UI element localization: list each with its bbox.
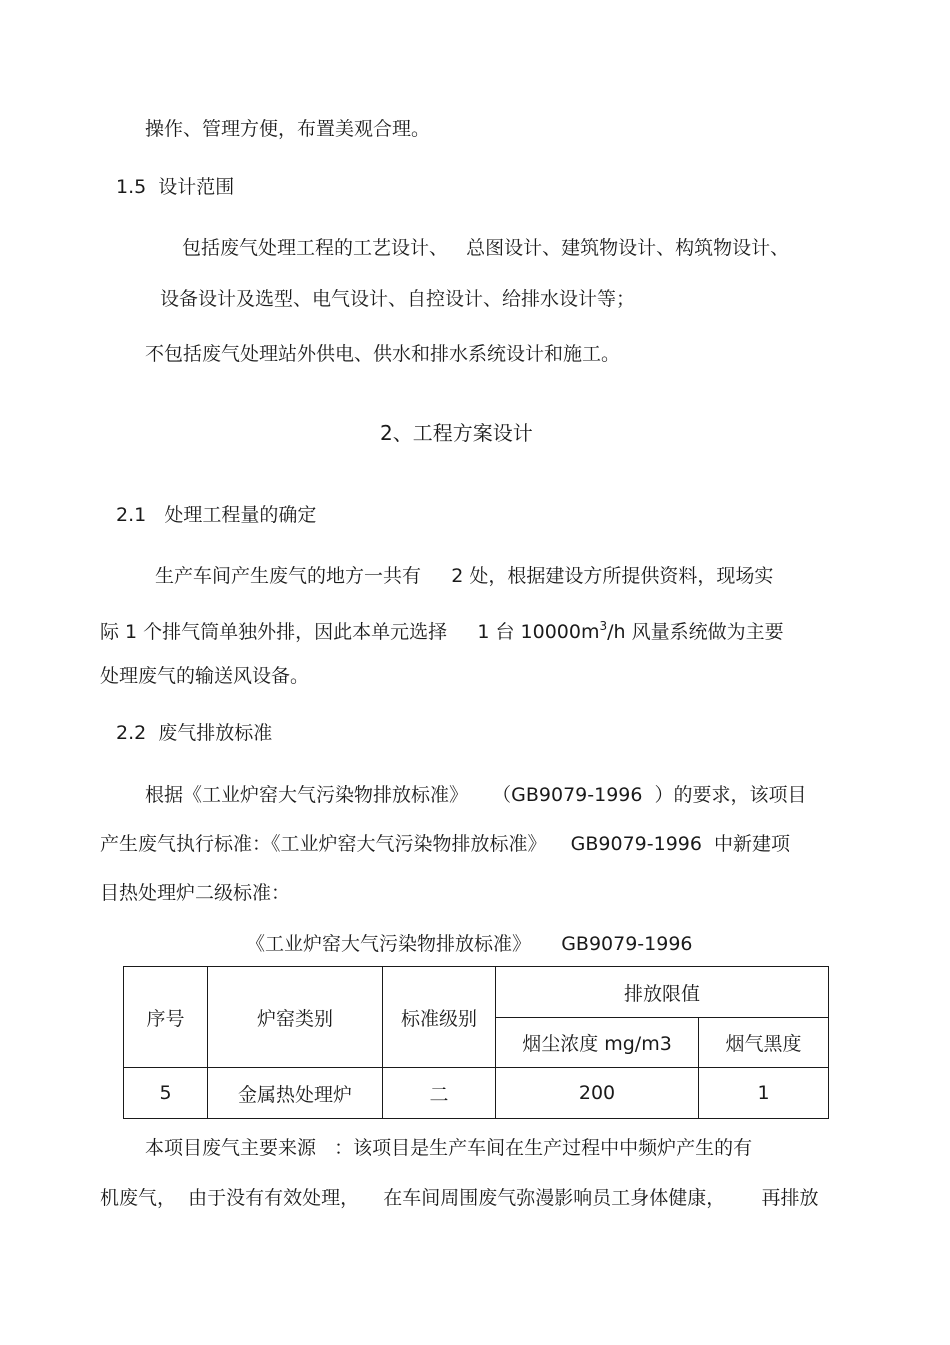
header-emission-limit: 排放限值 — [496, 967, 829, 1018]
chapter-heading: 2、工程方案设计 — [380, 421, 533, 445]
text-line: 根据《工业炉窑大气污染物排放标准》 （GB9079-1996 ）的要求，该项目 — [145, 784, 807, 806]
header-kiln-type: 炉窑类别 — [208, 967, 383, 1068]
header-dust-concentration: 烟尘浓度 mg/m3 — [496, 1018, 699, 1068]
table-row — [124, 1068, 829, 1119]
text-line: 产生废气执行标准：《工业炉窑大气污染物排放标准》 GB9079-1996 中新建项 — [100, 833, 791, 855]
text-line: 包括废气处理工程的工艺设计、 总图设计、建筑物设计、构筑物设计、 — [182, 237, 790, 259]
header-smoke-blackness: 烟气黑度 — [699, 1018, 829, 1068]
table-caption: 《工业炉窑大气污染物排放标准》 GB9079-1996 — [246, 933, 693, 955]
cell-no: 5 — [124, 1068, 208, 1119]
text-line: 生产车间产生废气的地方一共有 2 处，根据建设方所提供资料，现场实 — [155, 565, 774, 587]
emission-standard-table — [123, 966, 829, 1119]
cell-dust-concentration: 200 — [496, 1068, 699, 1119]
text-segment: 际 1 个排气筒单独外排，因此本单元选择 1 台 10000m — [100, 621, 600, 643]
section-heading-2-1: 2.1 处理工程量的确定 — [116, 504, 317, 526]
text-line: 本项目废气主要来源 ：该项目是生产车间在生产过程中中频炉产生的有 — [145, 1137, 753, 1159]
section-heading-1-5: 1.5 设计范围 — [116, 176, 235, 198]
text-line: 设备设计及选型、电气设计、自控设计、给排水设计等； — [160, 288, 636, 310]
cell-kiln-type: 金属热处理炉 — [208, 1068, 383, 1119]
header-standard-level: 标准级别 — [383, 967, 496, 1068]
text-line: 不包括废气处理站外供电、供水和排水系统设计和施工。 — [145, 343, 621, 365]
cell-standard-level: 二 — [383, 1068, 496, 1119]
superscript: 3 — [599, 619, 608, 633]
text-line: 处理废气的输送风设备。 — [100, 665, 310, 687]
text-line: 目热处理炉二级标准： — [100, 882, 291, 904]
text-line: 操作、管理方便，布置美观合理。 — [145, 118, 431, 140]
section-heading-2-2: 2.2 废气排放标准 — [116, 722, 273, 744]
cell-smoke-blackness: 1 — [699, 1068, 829, 1119]
text-line — [100, 614, 784, 644]
text-line: 机废气， 由于没有有效处理， 在车间周围废气弥漫影响员工身体健康， 再排放 — [100, 1187, 819, 1209]
header-no: 序号 — [124, 967, 208, 1068]
text-segment: /h 风量系统做为主要 — [607, 621, 784, 643]
